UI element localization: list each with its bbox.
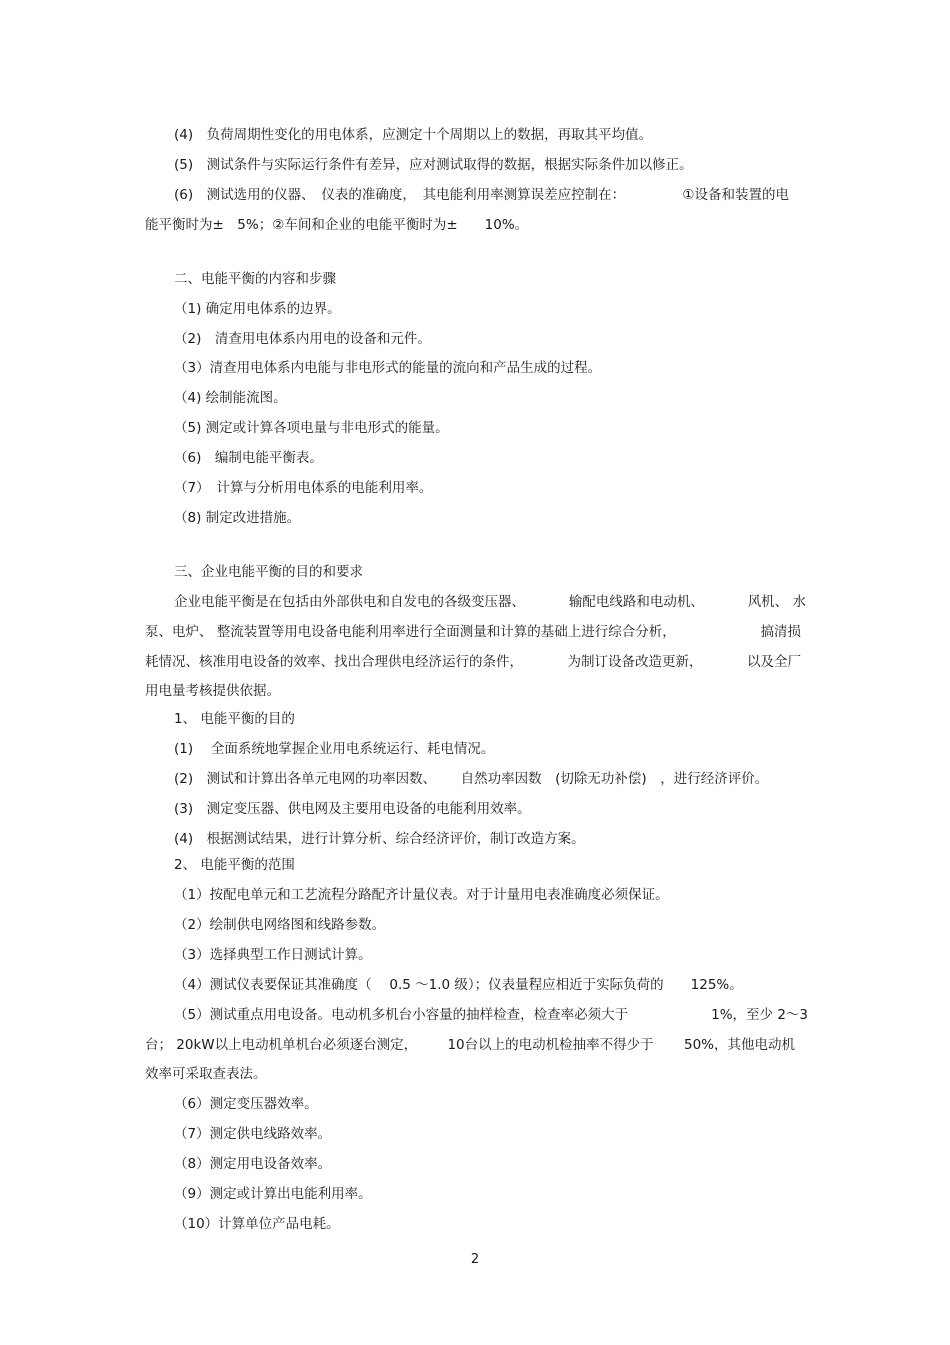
list-item: （5) 测定或计算各项电量与非电形式的能量。 [174,420,449,436]
text-line: 能平衡时为± 5%；②车间和企业的电能平衡时为± 10%。 [145,217,529,233]
text-line [145,622,801,642]
subsection-heading: 1、 电能平衡的目的 [174,711,295,727]
list-item: （1）按配电单元和工艺流程分路配齐计量仪表。对于计量用电表准确度必须保证。 [174,887,669,903]
text-segment: 10台以上的电动机检抽率不得少于 [447,1037,654,1053]
list-item: （4) 绘制能流图。 [174,390,287,406]
subsection-heading: 2、 电能平衡的范围 [174,857,295,873]
section-heading: 二、电能平衡的内容和步骤 [174,271,336,287]
list-item: (4) 根据测试结果，进行计算分析、综合经济评价，制订改造方案。 [174,831,585,847]
text-segment: 输配电线路和电动机、 [568,594,704,610]
text-segment: ①设备和装置的电 [682,187,789,203]
text-line [145,1035,795,1055]
text-line: 用电量考核提供依据。 [145,683,280,699]
text-segment: 50%，其他电动机 [683,1037,795,1053]
section-heading: 三、企业电能平衡的目的和要求 [174,564,363,580]
text-segment: 耗情况、核准用电设备的效率、找出合理供电经济运行的条件， [145,654,523,670]
text-line [145,652,801,672]
text-segment: 搞清损 [760,624,801,640]
text-segment: 泵、电炉、 整流装置等用电设备电能利用率进行全面测量和计算的基础上进行综合分析， [145,624,676,640]
list-item [174,1005,808,1025]
list-item: （6）测定变压器效率。 [174,1096,318,1112]
list-item: （10）计算单位产品电耗。 [174,1216,340,1232]
text-segment: 1%，至少 2～3 [711,1007,808,1023]
text-segment: 以及全厂 [747,654,801,670]
list-item: （8) 制定改进措施。 [174,510,301,526]
list-item: （6) 编制电能平衡表。 [174,450,323,466]
list-item: (2) 测试和计算出各单元电网的功率因数、 自然功率因数 (切除无功补偿) ，进行经济评价。 [174,771,769,787]
page-number: 2 [470,1252,480,1267]
list-item: （7） 计算与分析用电体系的电能利用率。 [174,480,433,496]
text-line: 效率可采取查表法。 [145,1066,267,1082]
list-item: （7）测定供电线路效率。 [174,1126,332,1142]
text-segment: 风机、 水 [747,594,806,610]
list-item: （4）测试仪表要保证其准确度（ 0.5 ～1.0 级）；仪表量程应相近于实际负荷的 125%。 [174,977,743,993]
text-line: (5) 测试条件与实际运行条件有差异，应对测试取得的数据，根据实际条件加以修正。 [174,157,693,173]
list-item: (1) 全面系统地掌握企业用电系统运行、耗电情况。 [174,741,495,757]
list-item: （9）测定或计算出电能利用率。 [174,1186,372,1202]
text-segment: 台； 20kW以上电动机单机台必须逐台测定， [145,1037,418,1053]
list-item: （2) 清查用电体系内用电的设备和元件。 [174,331,431,347]
list-item: （3）清查用电体系内电能与非电形式的能量的流向和产品生成的过程。 [174,360,602,376]
list-item: （8）测定用电设备效率。 [174,1156,332,1172]
text-line [174,592,806,612]
list-item: (3) 测定变压器、供电网及主要用电设备的电能利用效率。 [174,801,531,817]
list-item: （2）绘制供电网络图和线路参数。 [174,917,386,933]
text-segment: 企业电能平衡是在包括由外部供电和自发电的各级变压器、 [174,594,525,610]
list-item: （3）选择典型工作日测试计算。 [174,947,372,963]
text-segment: （5）测试重点用电设备。电动机多机台小容量的抽样检查，检查率必须大于 [174,1007,629,1023]
text-segment: 为制订设备改造更新， [567,654,703,670]
text-line [174,185,789,205]
list-item: （1) 确定用电体系的边界。 [174,301,341,317]
text-line: (4) 负荷周期性变化的用电体系，应测定十个周期以上的数据，再取其平均值。 [174,127,653,143]
text-segment: (6) 测试选用的仪器、 仪表的准确度， 其电能利用率测算误差应控制在： [174,187,626,203]
